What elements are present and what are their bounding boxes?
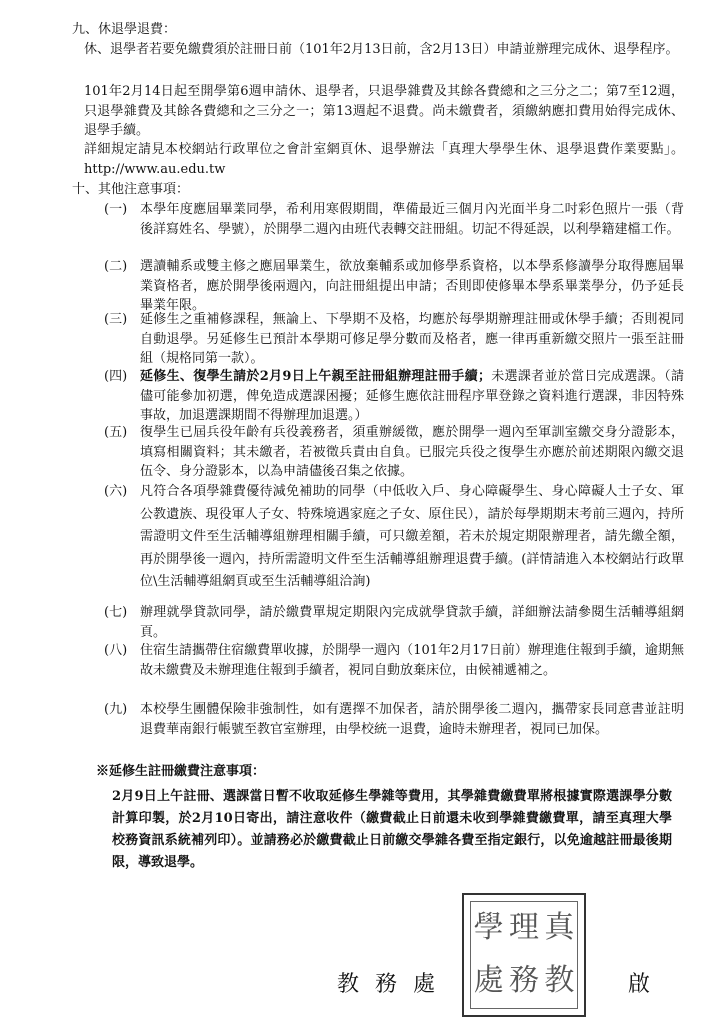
- list-item: [104, 423, 684, 482]
- seal-char: 教: [544, 963, 575, 998]
- item-number: (二): [104, 259, 128, 274]
- item-number: (八): [104, 643, 128, 658]
- item-text: 凡符合各項學雜費優待減免補助的同學（中低收入戶、身心障礙學生、身心障礙人士子女、軍公教遺族、現役軍人子女、特殊境遇家庭之子女、原住民），請於每學期期末考前三週內，持所需證明文件至生活輔導組辦理相關手續，可只繳差額，若未於規定期限辦理者，請先繳全額，再於開學後一週內，持所需證明文件至生活輔導組辦理退費手續。(詳情請進入本校網站行政單位\生活輔導組網頁或至生活輔導組洽詢): [140, 484, 684, 589]
- section9-paragraph-1: 休、退學者若要免繳費須於註冊日前（101年2月13日前，含2月13日）申請並辦理完成休、退學程序。: [84, 42, 679, 57]
- list-item: [104, 367, 684, 426]
- seal-grid: [470, 901, 578, 1009]
- item-text: 本學年度應屆畢業同學，希利用寒假期間，準備最近三個月內光面半身二吋彩色照片一張（背後詳寫姓名、學號），於開學二週內由班代表轉交註冊組。切記不得延誤，以利學籍建檔工作。: [140, 202, 684, 237]
- item-number: (五): [104, 425, 128, 440]
- section9-paragraph-3: 詳細規定請見本校網站行政單位之會計室網頁休、退學辦法「真理大學學生休、退學退費作業要點」。http://www.au.edu.tw: [84, 142, 684, 177]
- item-text: 住宿生請攜帶住宿繳費單收據，於開學一週內（101年2月17日前）辦理進住報到手續，逾期無故未繳費及未辦理進住報到手續者，視同自動放棄床位，由候補遞補之。: [140, 643, 684, 678]
- item-number: (四): [104, 369, 128, 384]
- item-number: (七): [104, 605, 128, 620]
- item-number: (六): [104, 484, 128, 499]
- item-text: 辦理就學貸款同學，請於繳費單規定期限內完成就學貸款手續，詳細辦法請參閱生活輔導組網頁。: [140, 605, 684, 640]
- issuing-office: 教務處: [337, 972, 452, 997]
- item-number: (三): [104, 312, 128, 327]
- list-item: [104, 603, 684, 642]
- closing-word: 啟: [628, 972, 651, 997]
- item-number: (九): [104, 702, 128, 717]
- item-bold-text: 延修生、復學生請於2月9日上午親至註冊組辦理註冊手續；: [140, 369, 491, 384]
- item-rest-text: 未選課者並於當日完成選課。（請儘可能參加初選，俾免造成選課困擾；延修生應依註冊程序單登錄之資料進行選課，非因特殊事故，加退選課期間不得辦理加退選。）: [140, 369, 684, 423]
- item-text: [140, 367, 684, 426]
- item-number: (一): [104, 202, 128, 217]
- list-item: [104, 310, 684, 369]
- seal-char: 處: [473, 963, 504, 998]
- section10-heading: 十、其他注意事項：: [72, 182, 190, 197]
- seal-char: 真: [544, 910, 575, 945]
- section9-heading: 九、休退學退費：: [72, 22, 177, 37]
- seal-char: 務: [508, 963, 539, 998]
- item-text: 延修生之重補修課程，無論上、下學期不及格，均應於每學期辦理註冊或休學手續；否則視同自動退學。另延修生已預計本學期可修足學分數而及格者，應一律再重新繳交照片一張至註冊組（規格同第一款）。: [140, 312, 684, 366]
- notice-heading: ※延修生註冊繳費注意事項：: [96, 764, 266, 779]
- seal-char: 理: [508, 910, 539, 945]
- item-text: 本校學生團體保險非強制性，如有選擇不加保者，請於開學後二週內，攜帶家長同意書並註明退費華南銀行帳號至教官室辦理，由學校統一退費，逾時未辦理者，視同已加保。: [140, 702, 684, 737]
- item-text: 復學生已屆兵役年齡有兵役義務者，須重辦緩徵，應於開學一週內至軍訓室繳交身分證影本，填寫相關資料；其未繳者，若被徵兵責由自負。已服完兵役之復學生亦應於前述期限內繳交退伍令、身分證影本，以為申請儘後召集之依據。: [140, 425, 684, 479]
- list-item: [104, 257, 684, 316]
- list-item: [104, 641, 684, 680]
- list-item: [104, 200, 684, 239]
- section9-paragraph-2: 101年2月14日起至開學第6週申請休、退學者，只退學雜費及其餘各費總和之三分之二；第7至12週，只退學雜費及其餘各費總和之三分之一；第13週起不退費。尚未繳費者，須繳納應扣費用始得完成休、退學手續。: [84, 84, 684, 138]
- item-text: 選讀輔系或雙主修之應屆畢業生，欲放棄輔系或加修學系資格，以本學系修讀學分取得應屆畢業資格者，應於開學後兩週內，向註冊組提出申請；否則即使修畢本學系畢業學分，仍予延長畢業年限。: [140, 259, 684, 313]
- seal-char: 學: [473, 910, 504, 945]
- official-seal: [462, 893, 586, 1017]
- list-item: [104, 700, 684, 739]
- notice-body: 2月9日上午註冊、選課當日暫不收取延修生學雜等費用，其學雜費繳費單將根據實際選課學分數計算印製，於2月10日寄出，請注意收件（繳費截止日前還未收到學雜費繳費單，請至真理大學校務資訊系統補列印）。並請務必於繳費截止日前繳交學雜各費至指定銀行，以免逾越註冊最後期限，導致退學。: [112, 789, 672, 870]
- list-item: [104, 481, 684, 594]
